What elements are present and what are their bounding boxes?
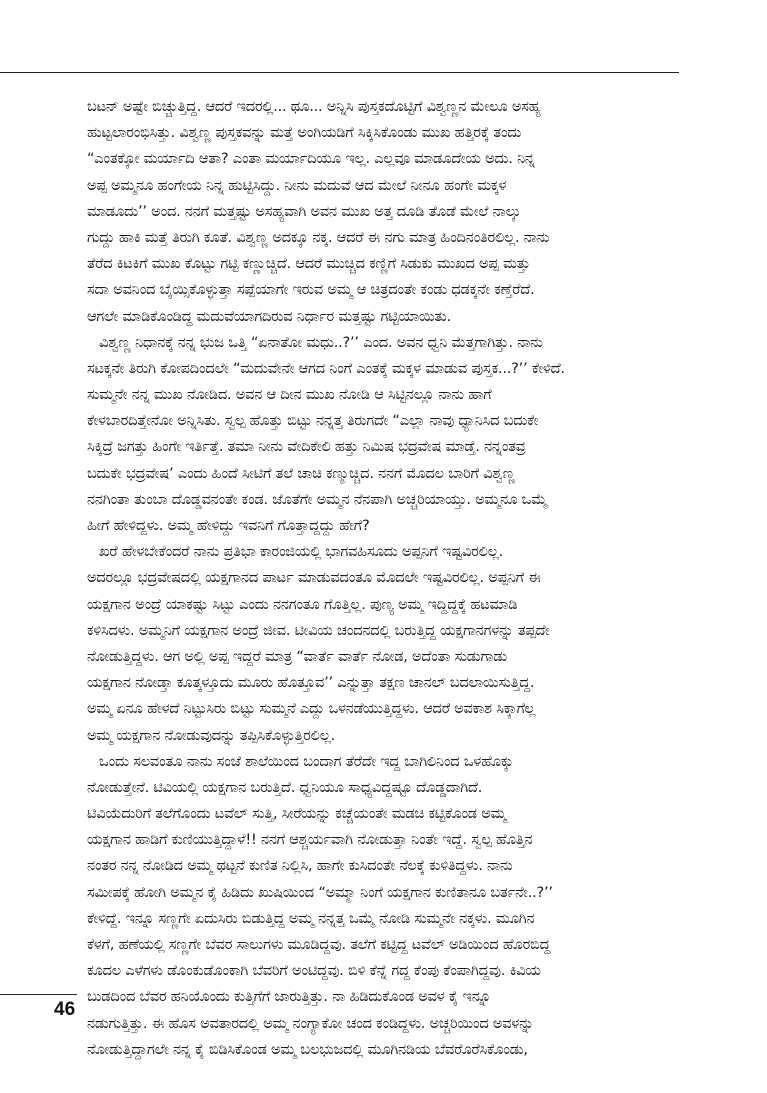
header-rule — [0, 72, 679, 73]
text-line: ಗುದ್ದು ಹಾಕಿ ಮತ್ತೆ ತಿರುಗಿ ಕೂತೆ. ವಿಶ್ವಣ್ಣ ಅದಕ್ಕೂ ನಕ್ಕ. ಆದರೆ ಈ ನಗು ಮಾತ್ರ ಹಿಂದಿನಂತಿರಲಿಲ್ಲ. ನಾನು — [87, 228, 550, 246]
text-line: ತೆರೆದ ಕಿಟಕಿಗೆ ಮುಖ ಕೊಟ್ಟು ಗಟ್ಟಿ ಕಣ್ಣುಚ್ಚಿದೆ. ಆದರೆ ಮುಚ್ಚಿದ ಕಣ್ಣಿಗೆ ಸಿಡುಕು ಮುಖದ ಅಪ್ಪ ಮತ್ತು — [87, 255, 531, 273]
text-line: ಕೆಳಗೆ, ಹಣೆಯಲ್ಲಿ ಸಣ್ಣಗೇ ಬೆವರ ಸಾಲುಗಳು ಮೂಡಿದ್ದವು. ತಲೆಗೆ ಕಟ್ಟಿದ್ದ ಟವೆಲ್ ಅಡಿಯಿಂದ ಹೊರಬಿದ್ದ — [87, 936, 551, 953]
text-line: ಯಕ್ಷಗಾನ ಹಾಡಿಗೆ ಕುಣಿಯುತ್ತಿದ್ದಾಳೆ!! ನನಗೆ ಆಶ್ಚರ್ಯವಾಗಿ ನೋಡುತ್ತಾ ನಿಂತೇ ಇದ್ದೆ. ಸ್ವಲ್ಪ ಹೊತ್ತಿನ — [87, 831, 533, 849]
text-line: ಸಮೀಪಕ್ಕೆ ಹೋಗಿ ಅಮ್ಮನ ಕೈ ಹಿಡಿದು ಖುಷಿಯಿಂದ “ಅಮ್ಮಾ ನಿಂಗೆ ಯಕ್ಷಗಾನ ಕುಣಿತಾನೂ ಬರ್ತನೇ..?’’ — [87, 883, 553, 901]
text-line: ಕೂದಲ ಎಳೆಗಳು ಡೊಂಕುಡೊಂಕಾಗಿ ಬೆವರಿಗೆ ಅಂಟಿದ್ದವು. ಬಿಳಿ ಕೆನ್ನೆ ಗದ್ದ ಕೆಂಪು ಕೆಂಪಾಗಿದ್ದವು. ಕಿವಿಯ — [87, 962, 541, 980]
text-line: ಯಕ್ಷಗಾನ ಅಂದ್ರೆ ಯಾಕಷ್ಟು ಸಿಟ್ಟು ಎಂದು ನನಗಂತೂ ಗೊತ್ತಿಲ್ಲ. ಪುಣ್ಯ ಅಮ್ಮ ಇದ್ದಿದ್ದಕ್ಕೆ ಹಟಮಾಡಿ — [87, 595, 518, 613]
text-line: ನನಗಿಂತಾ ತುಂಬಾ ದೊಡ್ಡವನಂತೇ ಕಂಡ. ಜೊತೆಗೇ ಅಮ್ಮನ ನೆನಪಾಗಿ ಅಚ್ಚರಿಯಾಯ್ತು. ಅಮ್ಮನೂ ಒಮ್ಮೆ — [87, 490, 548, 508]
text-line: ಸದಾ ಅವನಿಂದ ಬೈಯ್ಸಿಕೊಳ್ಳುತ್ತಾ ಸಪ್ಪೆಯಾಗೇ ಇರುವ ಅಮ್ಮ ಆ ಚಿತ್ರದಂತೇ ಕಂಡು ಧಡಕ್ಕನೇ ಕಣ್ತೆರೆದೆ. — [87, 281, 535, 299]
text-line: ಅಮ್ಮ ಯಕ್ಷಗಾನ ನೋಡುವುದನ್ನು ತಪ್ಪಿಸಿಕೊಳ್ಳುತ್ತಿರಲಿಲ್ಲ. — [87, 726, 336, 744]
text-line: ಹುಟ್ಟಲಾರಂಭಿಸಿತ್ತು. ವಿಶ್ವಣ್ಣ ಪುಸ್ತಕವನ್ನು ಮತ್ತೆ ಅಂಗಿಯಡಿಗೆ ಸಿಕ್ಕಿಸಿಕೊಂಡು ಮುಖ ಹತ್ತಿರಕ್ಕೆ ತಂದು — [87, 124, 522, 142]
text-line: ನೋಡುತ್ತಿದ್ದಳು. ಆಗ ಅಲ್ಲಿ ಅಪ್ಪ ಇದ್ದರೆ ಮಾತ್ರ “ವಾರ್ತೆ ವಾರ್ತೆ ನೋಡ, ಅದೆಂತಾ ಸುಡುಗಾಡು — [87, 647, 507, 665]
footer-rule — [0, 994, 77, 995]
body-text — [87, 94, 683, 1063]
paragraph-start-line: ಖರೆ ಹೇಳಬೇಕೆಂದರೆ ನಾನು ಪ್ರತಿಭಾ ಕಾರಂಜಿಯಲ್ಲಿ ಭಾಗವಹಿಸೂದು ಅಪ್ಪನಿಗೆ ಇಷ್ಟವಿರಲಿಲ್ಲ. — [99, 543, 504, 561]
text-line: ಕಳಿಸಿದಳು. ಅಮ್ಮನಿಗೆ ಯಕ್ಷಗಾನ ಅಂದ್ರೆ ಜೀವ. ಟೀವಿಯ ಚಂದನದಲ್ಲಿ ಬರುತ್ತಿದ್ದ ಯಕ್ಷಗಾನಗಳನ್ನು ತಪ್ಪದೇ — [87, 621, 550, 639]
text-line: ಮಾಡೂದು’’ ಅಂದ. ನನಗೆ ಮತ್ತಷ್ಟು ಅಸಹ್ಯವಾಗಿ ಅವನ ಮುಖ ಅತ್ತ ದೂಡಿ ತೊಡೆ ಮೇಲೆ ನಾಲ್ಕು — [87, 202, 521, 220]
text-line: ಕೇಳಬಾರದಿತ್ತೇನೋ ಅನ್ನಿಸಿತು. ಸ್ವಲ್ಪ ಹೊತ್ತು ಬಿಟ್ಟು ನನ್ನತ್ತ ತಿರುಗದೇ “ಎಲ್ಲಾ ನಾವು ಧ್ಯಾನಿಸಿದ ಬದುಕೇ — [87, 412, 539, 430]
text-line: ಬದುಕೇ ಭದ್ರವೇಷ’ ಎಂದು ಹಿಂದೆ ಸೀಟಿಗೆ ತಲೆ ಚಾಚಿ ಕಣ್ಮುಚ್ಚಿದ. ನನಗೆ ಮೊದಲ ಬಾರಿಗೆ ವಿಶ್ವಣ್ಣ — [87, 464, 515, 482]
text-line: ಟಿವಿಯೆದುರಿಗೆ ತಲೆಗೊಂದು ಟವೆಲ್ ಸುತ್ತಿ, ಸೀರೆಯನ್ನು ಕಚ್ಚೆಯಂತೇ ಮಡಚಿ ಕಟ್ಟಿಕೊಂಡ ಅಮ್ಮ — [87, 805, 507, 823]
text-line: ಸಿಕ್ಕಿದ್ರೆ ಜಗತ್ತು ಹಿಂಗೇ ಇರ್ತಿತ್ತೆ. ತಮಾ ನೀನು ವೇದಿಕೇಲಿ ಹತ್ತು ನಿಮಿಷ ಭದ್ರವೇಷ ಮಾಡ್ತೆ. ನನ್ನಂತವ್ರ — [87, 438, 526, 456]
text-line: ನೋಡುತ್ತಿದ್ದಾಗಲೇ ನನ್ನ ಕೈ ಬಿಡಿಸಿಕೊಂಡ ಅಮ್ಮ ಬಲಭುಜದಲ್ಲಿ ಮೂಗಿನಡಿಯ ಬೆವರೊರೆಸಿಕೊಂಡು, — [87, 1040, 528, 1058]
text-line: ಬುಡದಿಂದ ಬೆವರ ಹನಿಯೊಂದು ಕುತ್ತಿಗೆಗೆ ಜಾರುತ್ತಿತ್ತು. ನಾ ಹಿಡಿದುಕೊಂಡ ಅವಳ ಕೈ ಇನ್ನೂ — [87, 988, 491, 1006]
text-line: ನಂತರ ನನ್ನ ನೋಡಿದ ಅಮ್ಮ ಥಟ್ಟನೆ ಕುಣಿತ ನಿಲ್ಲಿಸಿ, ಹಾಗೇ ಕುಸಿದಂತೇ ನೆಲಕ್ಕೆ ಕುಳಿತಿದ್ದಳು. ನಾನು — [87, 857, 513, 875]
text-line: ಕೇಳಿದ್ದೆ. ಇನ್ನೂ ಸಣ್ಣಗೇ ಏದುಸಿರು ಬಿಡುತ್ತಿದ್ದ ಅಮ್ಮ ನನ್ನತ್ತ ಒಮ್ಮೆ ನೋಡಿ ಸುಮ್ಮನೇ ನಕ್ಕಳು. ಮೂಗಿನ — [87, 909, 535, 927]
text-line: ಬಟನ್ ಅಷ್ಟೇ ಬಿಚ್ಚುತ್ತಿದ್ದ. ಆದರೆ ಇದರಲ್ಲಿ... ಥೂ... ಅನ್ನಿಸಿ ಪುಸ್ತಕದೊಟ್ಟಿಗೆ ವಿಶ್ವಣ್ಣನ ಮೇಲೂ ಅಸಹ್ಯ — [87, 98, 541, 115]
text-line: ನೋಡುತ್ತೇನೆ. ಟಿವಿಯಲ್ಲಿ ಯಕ್ಷಗಾನ ಬರುತ್ತಿದೆ. ಧ್ವನಿಯೂ ಸಾಧ್ಯವಿದ್ದಷ್ಟೂ ದೊಡ್ಡದಾಗಿದೆ. — [87, 778, 483, 796]
text-line: ಸಟಕ್ಕನೇ ತಿರುಗಿ ಕೋಪದಿಂದಲೇ “ಮದುವೇನೇ ಆಗದ ನಿಂಗೆ ಎಂತಕ್ಕೆ ಮಕ್ಕಳ ಮಾಡುವ ಪುಸ್ತಕ...?’’ ಕೇಳಿದೆ. — [87, 359, 565, 377]
text-line: ಅದರಲ್ಲೂ ಭದ್ರವೇಷದಲ್ಲಿ ಯಕ್ಷಗಾನದ ಪಾರ್ಟ ಮಾಡುವದಂತೂ ಮೊದಲೇ ಇಷ್ಟವಿರಲಿಲ್ಲ. ಅಪ್ಪನಿಗೆ ಈ — [87, 569, 541, 587]
text-line: ಅಮ್ಮ ಏನೂ ಹೇಳದೆ ನಿಟ್ಟುಸಿರು ಬಿಟ್ಟು ಸುಮ್ಮನೆ ಎದ್ದು ಒಳನಡೆಯುತ್ತಿದ್ದಳು. ಆದರೆ ಅವಕಾಶ ಸಿಕ್ಕಾಗೆಲ್ಲ — [87, 700, 536, 718]
text-line: ಅಪ್ಪ ಅಮ್ಮನೂ ಹಂಗೇಯ ನಿನ್ನ ಹುಟ್ಟಿಸಿದ್ದು. ನೀನು ಮದುವೆ ಆದ ಮೇಲೆ ನೀನೂ ಹಂಗೇ ಮಕ್ಕಳ — [87, 176, 507, 194]
paragraph-start-line: ವಿಶ್ವಣ್ಣ ನಿಧಾನಕ್ಕೆ ನನ್ನ ಭುಜ ಒತ್ತಿ “ಏನಾತೋ ಮಧು..?’’ ಎಂದ. ಅವನ ಧ್ವನಿ ಮೆತ್ತಗಾಗಿತ್ತು. ನಾನು — [99, 333, 543, 351]
paragraph-start-line: ಒಂದು ಸಲವಂತೂ ನಾನು ಸಂಜೆ ಶಾಲೆಯಿಂದ ಬಂದಾಗ ತೆರೆದೇ ಇದ್ದ ಬಾಗಿಲಿನಿಂದ ಒಳಹೊಕ್ಕು — [99, 752, 514, 770]
text-line: ಹೀಗೆ ಹೇಳಿದ್ದಳು. ಅಮ್ಮ ಹೇಳಿದ್ದು ಇವನಿಗೆ ಗೊತ್ತಾದ್ದದ್ದು ಹೇಗೆ? — [87, 517, 370, 534]
text-line: “ಎಂತಕ್ಕೋ ಮರ್ಯಾದಿ ಆತಾ? ಎಂತಾ ಮರ್ಯಾದಿಯೂ ಇಲ್ಲ. ಎಲ್ಲವೂ ಮಾಡೂದೇಯ ಅದು. ನಿನ್ನ — [87, 150, 535, 168]
text-line: ಸುಮ್ಮನೇ ನನ್ನ ಮುಖ ನೋಡಿದ. ಅವನ ಆ ದೀನ ಮುಖ ನೋಡಿ ಆ ಸಿಟ್ಟಿನಲ್ಲೂ ನಾನು ಹಾಗೆ — [87, 386, 492, 404]
text-line: ಆಗಲೇ ಮಾಡಿಕೊಂಡಿದ್ದ ಮದುವೆಯಾಗದಿರುವ ನಿರ್ಧಾರ ಮತ್ತಷ್ಟು ಗಟ್ಟಿಯಾಯಿತು. — [87, 307, 451, 325]
text-line: ಯಕ್ಷಗಾನ ನೋಡ್ತಾ ಕೂತ್ಕಳ್ತೂದು ಮೂರು ಹೊತ್ತೂವ’’ ಎನ್ನುತ್ತಾ ತಕ್ಷಣ ಚಾನಲ್ ಬದಲಾಯಿಸುತ್ತಿದ್ದ. — [87, 674, 535, 692]
page-number: 46 — [54, 999, 76, 1020]
text-line: ನಡುಗುತ್ತಿತ್ತು. ಈ ಹೊಸ ಅವತಾರದಲ್ಲಿ ಅಮ್ಮ ನಂಗ್ಯಾಕೋ ಚಂದ ಕಂಡಿದ್ದಳು. ಅಚ್ಚರಿಯಿಂದ ಅವಳನ್ನು — [87, 1014, 534, 1032]
